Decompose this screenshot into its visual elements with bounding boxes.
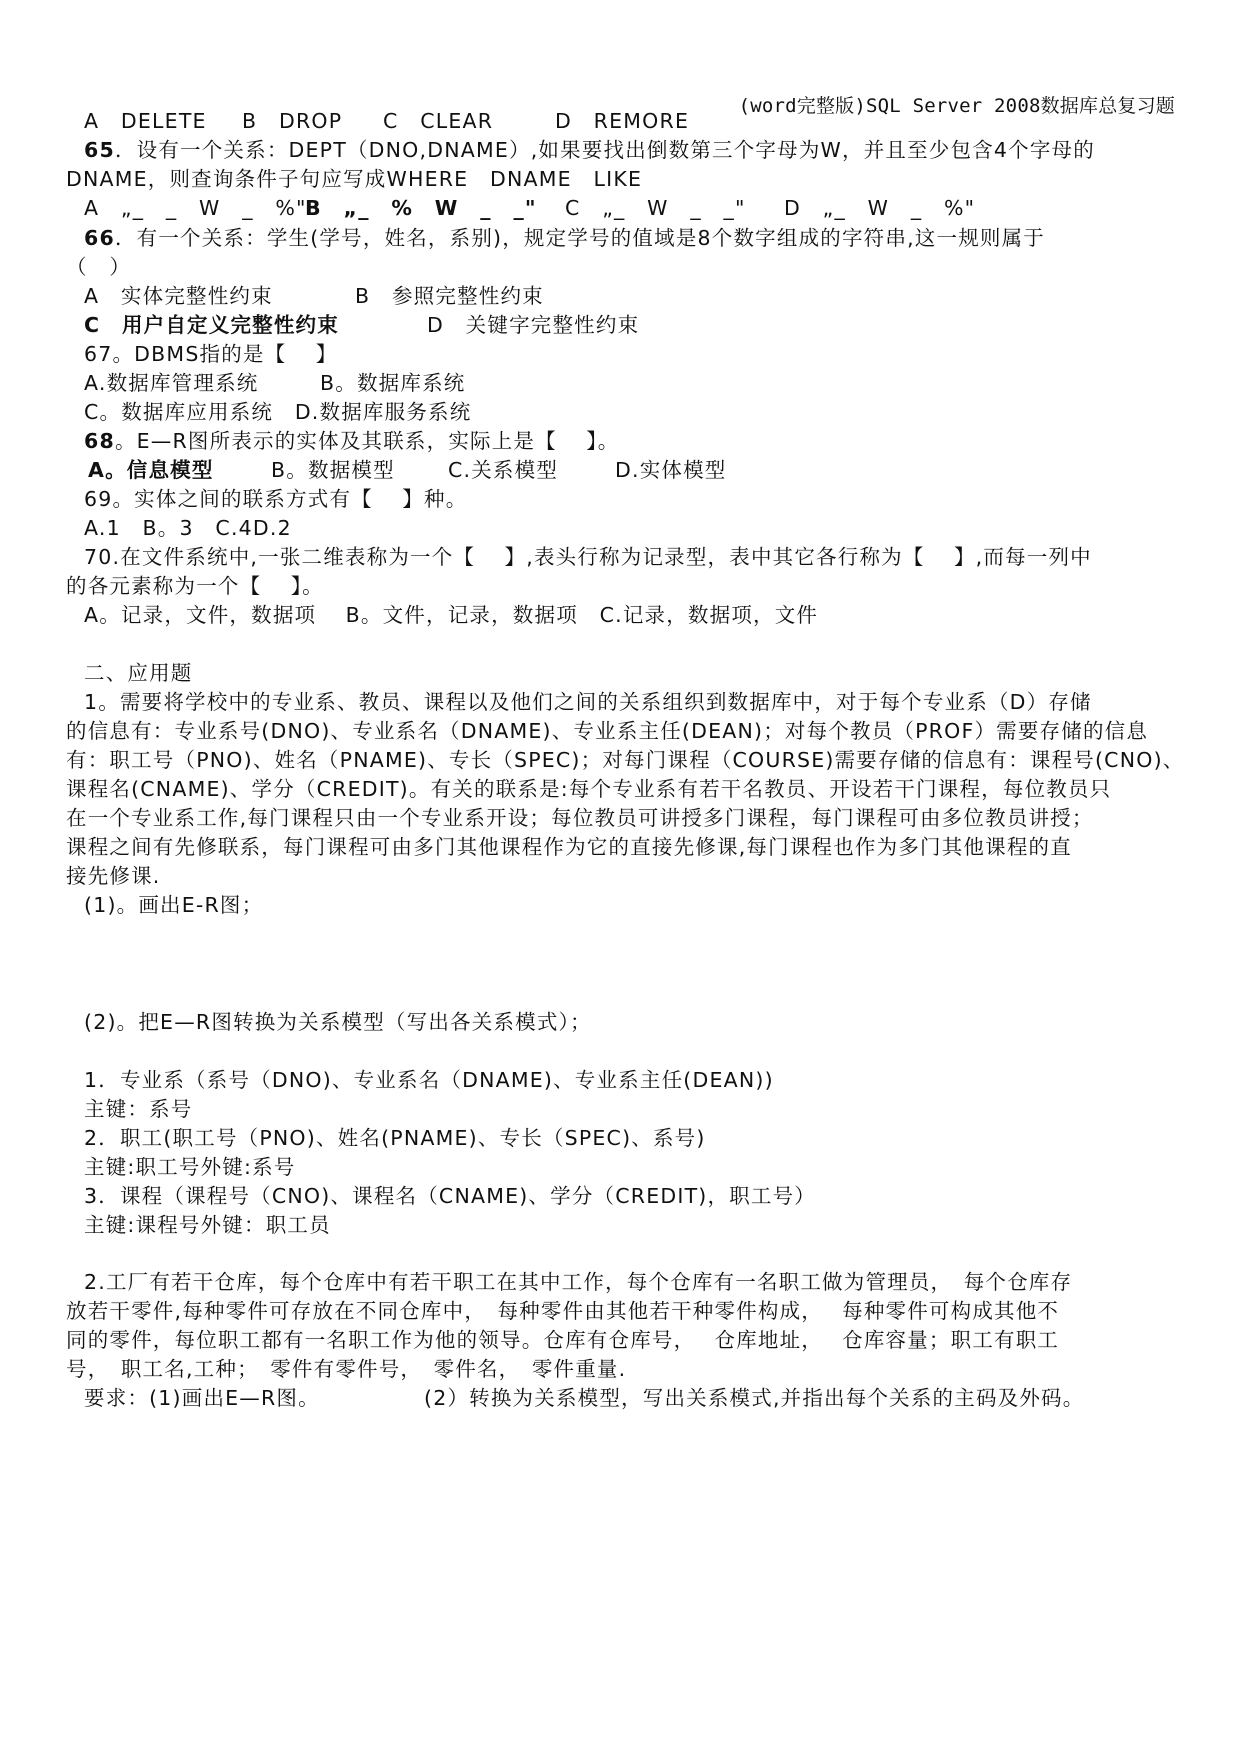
- section-title: 二、应用题: [84, 661, 193, 685]
- q66-stem: [84, 224, 1045, 252]
- problem1-paragraph-line: 在一个专业系工作,每门课程只由一个专业系开设；每位教员可讲授多门课程，每门课程可由多位教员讲授；: [66, 806, 1094, 830]
- problem2-paragraph-line: 2.工厂有若干仓库，每个仓库中有若干职工在其中工作，每个仓库有一名职工做为管理员， 每个仓库存: [84, 1270, 1073, 1294]
- problem2-paragraph-line: 同的零件，每位职工都有一名职工作为他的领导。仓库有仓库号， 仓库地址， 仓库容量；职工有职工: [66, 1328, 1060, 1352]
- problem1-paragraph-line: 的信息有：专业系号(DNO)、专业系名（DNAME)、专业系主任(DEAN)；对每个教员（PROF）需要存储的信息: [66, 719, 1149, 743]
- problem1-sub2: (2)。把E—R图转换为关系模型（写出各关系模式）；: [84, 1010, 592, 1034]
- q68-stem: [84, 427, 619, 455]
- q70-stem: 70.在文件系统中,一张二维表称为一个【 】,表头行称为记录型，表中其它各行称为【 】,而每一列中: [84, 545, 1092, 569]
- q65-option-d: D „_ W _ %": [784, 196, 976, 220]
- q65-stem-line2: DNAME，则查询条件子句应写成WHERE DNAME LIKE: [66, 167, 643, 191]
- q68-number: 68: [84, 429, 115, 453]
- q68-option-c: C.关系模型: [448, 458, 559, 482]
- q64-option-c: C CLEAR: [383, 109, 494, 133]
- problem1-sub1: (1)。画出E-R图；: [84, 893, 264, 917]
- q66-option-b: B 参照完整性约束: [355, 284, 544, 308]
- schema-line: 主键:课程号外键：职工员: [84, 1213, 331, 1237]
- q65-options: [84, 194, 975, 222]
- q66-options-cd: [84, 311, 639, 339]
- q68-option-a: A。信息模型: [88, 458, 214, 482]
- schema-line: 3．课程（课程号（CNO)、课程名（CNAME)、学分（CREDIT)，职工号）: [84, 1184, 816, 1208]
- q66-stem-text: ．有一个关系：学生(学号，姓名，系别)，规定学号的值域是8个数字组成的字符串,这一规则属于: [114, 226, 1045, 250]
- q67-option-b: B。数据库系统: [320, 371, 466, 395]
- q67-options-cd: C。数据库应用系统 D.数据库服务系统: [84, 400, 472, 424]
- requirement-part1: 要求：(1)画出E—R图。: [84, 1386, 320, 1410]
- q66-options-ab: [84, 282, 544, 310]
- problem2-requirement: [84, 1384, 1084, 1412]
- q65-option-a: A „_ _ W _ %": [84, 196, 307, 220]
- q64-options: [84, 107, 689, 135]
- q66-option-d: D 关键字完整性约束: [427, 313, 640, 337]
- q69-options: A.1 B。3 C.4D.2: [84, 516, 292, 540]
- q67-stem: 67。DBMS指的是【 】: [84, 342, 338, 366]
- q70-options: A。记录，文件，数据项 B。文件，记录，数据项 C.记录，数据项，文件: [84, 603, 819, 627]
- problem2-paragraph-line: 号， 职工名,工种； 零件有零件号， 零件名， 零件重量.: [66, 1357, 627, 1381]
- schema-line: 主键：系号: [84, 1097, 193, 1121]
- q64-option-a: A DELETE: [84, 109, 207, 133]
- q68-option-d: D.实体模型: [615, 458, 727, 482]
- q68-options: [88, 456, 727, 484]
- q67-options-ab: [84, 369, 465, 397]
- q66-stem-line2: （ ）: [66, 255, 132, 279]
- schema-line: 1．专业系（系号（DNO)、专业系名（DNAME)、专业系主任(DEAN)): [84, 1068, 774, 1092]
- requirement-part2: (2）转换为关系模型，写出关系模式,并指出每个关系的主码及外码。: [424, 1386, 1085, 1410]
- q64-option-b: B DROP: [242, 109, 343, 133]
- schema-line: 2．职工(职工号（PNO)、姓名(PNAME)、专长（SPEC)、系号): [84, 1126, 706, 1150]
- q66-number: 66: [84, 226, 115, 250]
- q65-stem-text: ．设有一个关系：DEPT（DNO,DNAME）,如果要找出倒数第三个字母为W，并且至少包含4个字母的: [114, 138, 1095, 162]
- problem1-paragraph-line: 接先修课.: [66, 864, 161, 888]
- q65-number: 65: [84, 138, 115, 162]
- q65-option-b: B „_ % W _ _": [305, 196, 537, 220]
- q68-option-b: B。数据模型: [271, 458, 395, 482]
- q70-stem-line2: 的各元素称为一个【 】。: [66, 574, 324, 598]
- q65-stem: [84, 136, 1095, 164]
- problem1-paragraph-line: 1。需要将学校中的专业系、教员、课程以及他们之间的关系组织到数据库中，对于每个专业系（D）存储: [84, 690, 1092, 714]
- q67-option-a: A.数据库管理系统: [84, 371, 259, 395]
- q66-option-a: A 实体完整性约束: [84, 284, 273, 308]
- q64-option-d: D REMORE: [555, 109, 690, 133]
- page-header: (word完整版)SQL Server 2008数据库总复习题: [738, 95, 1175, 117]
- schema-line: 主键:职工号外键:系号: [84, 1155, 296, 1179]
- problem2-paragraph-line: 放若干零件,每种零件可存放在不同仓库中， 每种零件由其他若干种零件构成， 每种零件可构成其他不: [66, 1299, 1060, 1323]
- q65-option-c: C „_ W _ _": [565, 196, 746, 220]
- problem1-paragraph-line: 课程之间有先修联系，每门课程可由多门其他课程作为它的直接先修课,每门课程也作为多门其他课程的直: [66, 835, 1072, 859]
- q68-stem-text: 。E—R图所表示的实体及其联系，实际上是【 】。: [114, 429, 620, 453]
- q69-stem: 69。实体之间的联系方式有【 】种。: [84, 487, 468, 511]
- problem1-paragraph-line: 课程名(CNAME)、学分（CREDIT)。有关的联系是:每个专业系有若干名教员、开设若干门课程，每位教员只: [66, 777, 1112, 801]
- q66-option-c: C 用户自定义完整性约束: [84, 313, 339, 337]
- problem1-paragraph-line: 有：职工号（PNO)、姓名（PNAME)、专长（SPEC)；对每门课程（COURSE)需要存储的信息有：课程号(CNO)、: [66, 748, 1185, 772]
